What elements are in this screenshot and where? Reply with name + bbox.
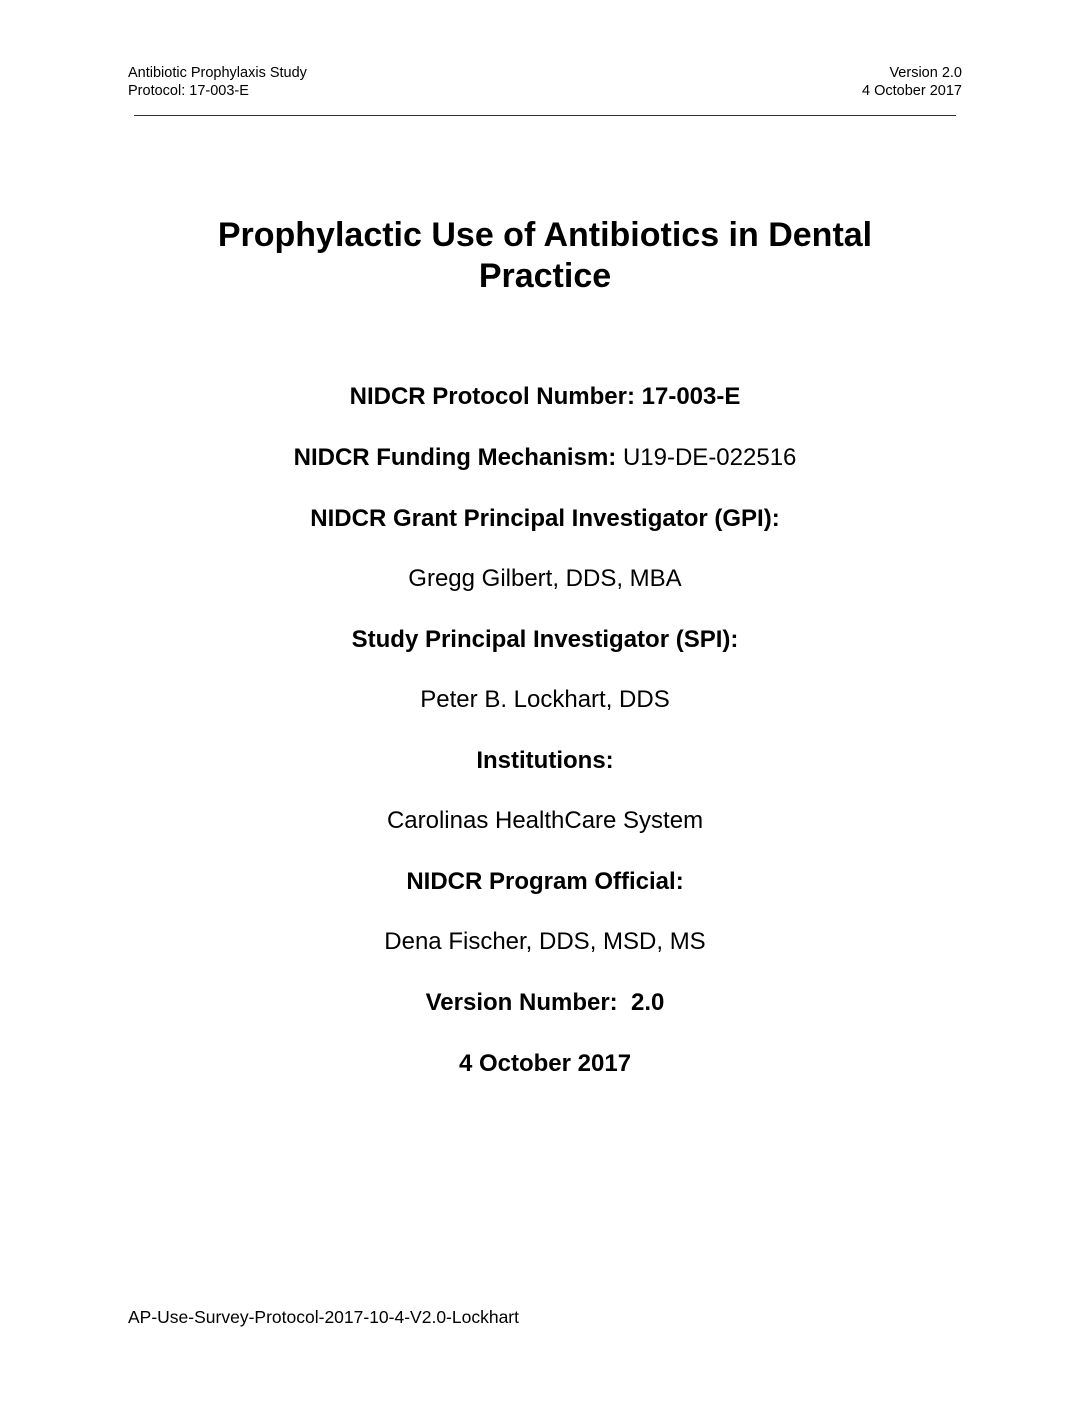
funding-value: U19-DE-022516	[622, 444, 797, 471]
footer-filename: AP-Use-Survey-Protocol-2017-10-4-V2.0-Lockhart	[128, 1307, 519, 1327]
header-study-name: Antibiotic Prophylaxis Study	[128, 65, 307, 81]
institutions-label: Institutions:	[476, 747, 614, 774]
spi-label: Study Principal Investigator (SPI):	[351, 626, 739, 653]
header-protocol: Protocol: 17-003-E	[128, 83, 249, 99]
protocol-number: NIDCR Protocol Number: 17-003-E	[349, 383, 741, 410]
version-number: Version Number: 2.0	[425, 989, 665, 1016]
institutions-name: Carolinas HealthCare System	[386, 807, 704, 834]
header-date: 4 October 2017	[862, 83, 962, 99]
header-row-2	[128, 82, 962, 100]
page-header	[128, 64, 962, 100]
gpi-label: NIDCR Grant Principal Investigator (GPI):	[310, 505, 780, 532]
document-date: 4 October 2017	[458, 1050, 632, 1077]
header-divider	[134, 115, 956, 116]
document-title	[128, 215, 962, 297]
title-line-2: Practice	[478, 257, 612, 295]
header-version: Version 2.0	[889, 65, 962, 81]
program-official-name: Dena Fischer, DDS, MSD, MS	[384, 928, 706, 955]
header-row-1	[128, 64, 962, 82]
funding-mechanism	[128, 443, 962, 473]
gpi-name: Gregg Gilbert, DDS, MBA	[408, 565, 682, 592]
funding-label: NIDCR Funding Mechanism:	[293, 444, 617, 471]
title-line-1: Prophylactic Use of Antibiotics in Dental	[217, 216, 873, 254]
program-official-label: NIDCR Program Official:	[406, 868, 684, 895]
spi-name: Peter B. Lockhart, DDS	[420, 686, 670, 713]
